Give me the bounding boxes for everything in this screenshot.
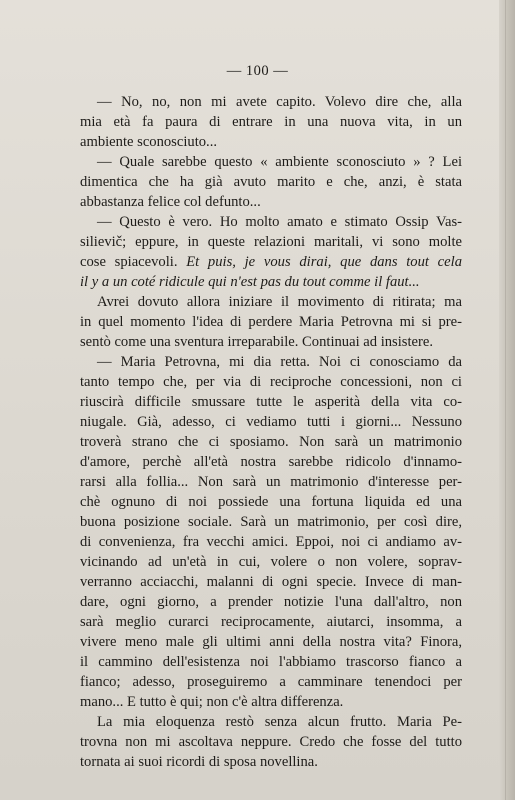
text-line: dimentica che ha già avuto marito e che, anzi, è stata bbox=[80, 174, 462, 190]
text-line: d'amore, perchè all'età nostra sarebbe ridicolo d'innamo- bbox=[80, 454, 462, 470]
text-line: fianco; adesso, proseguiremo a camminare tenendoci per bbox=[80, 674, 462, 690]
text-line: buona posizione sociale. Sarà un matrimonio, per così dire, bbox=[80, 514, 462, 530]
text-line: La mia eloquenza restò senza alcun frutto. Maria Pe- bbox=[97, 714, 462, 730]
text-line: — Quale sarebbe questo « ambiente sconosciuto » ? Lei bbox=[97, 154, 462, 170]
paragraph bbox=[80, 92, 462, 152]
text-line: verranno acciacchi, malanni di ogni specie. Invece di man- bbox=[80, 574, 462, 590]
text-line: tornata ai suoi ricordi di sposa novellina. bbox=[80, 754, 318, 770]
paragraph bbox=[80, 292, 462, 352]
text-line: riuscirà difficile smussare tutte le asperità della vita co- bbox=[80, 394, 462, 410]
body-text bbox=[80, 92, 462, 772]
text-line: ambiente sconosciuto... bbox=[80, 134, 217, 150]
text-line: niugale. Già, adesso, ci vediamo tutti i giorni... Nessuno bbox=[80, 414, 462, 430]
paragraph bbox=[80, 712, 462, 772]
text-run: cose spiacevoli. bbox=[80, 254, 187, 270]
text-line: mia età fa paura di entrare in una nuova vita, in un bbox=[80, 114, 462, 130]
text-line: mano... E tutto è qui; non c'è altra differenza. bbox=[80, 694, 344, 710]
text-line: in quel momento l'idea di perdere Maria Petrovna mi si pre- bbox=[80, 314, 462, 330]
text-line: troverà strano che ci sposiamo. Non sarà un matrimonio bbox=[80, 434, 462, 450]
italic-text-run: il y a un coté ridicule qui n'est pas du tout comme il faut... bbox=[80, 274, 420, 290]
paragraph bbox=[80, 352, 462, 712]
text-line: sentò come una sventura irreparabile. Continuai ad insistere. bbox=[80, 334, 433, 350]
text-line: vivere meno male gli ultimi anni della nostra vita? Finora, bbox=[80, 634, 462, 650]
text-line: trovna non mi ascoltava neppure. Credo che fosse del tutto bbox=[80, 734, 462, 750]
text-line: — Maria Petrovna, mi dia retta. Noi ci conosciamo da bbox=[97, 354, 462, 370]
page-number: — 100 — bbox=[226, 63, 289, 79]
text-line: di convenienza, fra vecchi amici. Eppoi, noi ci andiamo av- bbox=[80, 534, 462, 550]
text-line bbox=[80, 272, 462, 292]
text-line: tanto tempo che, per via di reciproche concessioni, non ci bbox=[80, 374, 462, 390]
text-line: dare, ogni giorno, a prender notizie l'una dall'altro, non bbox=[80, 594, 462, 610]
text-line bbox=[80, 252, 462, 272]
page-edge bbox=[499, 0, 515, 800]
paragraph bbox=[80, 152, 462, 212]
text-line: rarsi alla follia... Non sarà un matrimonio d'interesse per- bbox=[80, 474, 462, 490]
text-line: silievič; eppure, in queste relazioni maritali, vi sono molte bbox=[80, 234, 462, 250]
text-line: vicinando ad un'età in cui, volere o non volere, soprav- bbox=[80, 554, 462, 570]
italic-text-run: Et puis, je vous dirai, que dans tout cela bbox=[186, 254, 462, 270]
text-line: — Questo è vero. Ho molto amato e stimato Ossip Vas- bbox=[97, 214, 462, 230]
text-line: Avrei dovuto allora iniziare il movimento di ritirata; ma bbox=[97, 294, 462, 310]
text-line: chè ognuno di noi possiede una fortuna liquida ed una bbox=[80, 494, 462, 510]
text-line: il cammino dell'esistenza noi l'abbiamo trascorso fianco a bbox=[80, 654, 462, 670]
text-line: abbastanza felice col defunto... bbox=[80, 194, 261, 210]
paragraph bbox=[80, 212, 462, 292]
text-line: — No, no, non mi avete capito. Volevo dire che, alla bbox=[97, 94, 462, 110]
text-line: sarà meglio curarci reciprocamente, aiutarci, insomma, a bbox=[80, 614, 462, 630]
